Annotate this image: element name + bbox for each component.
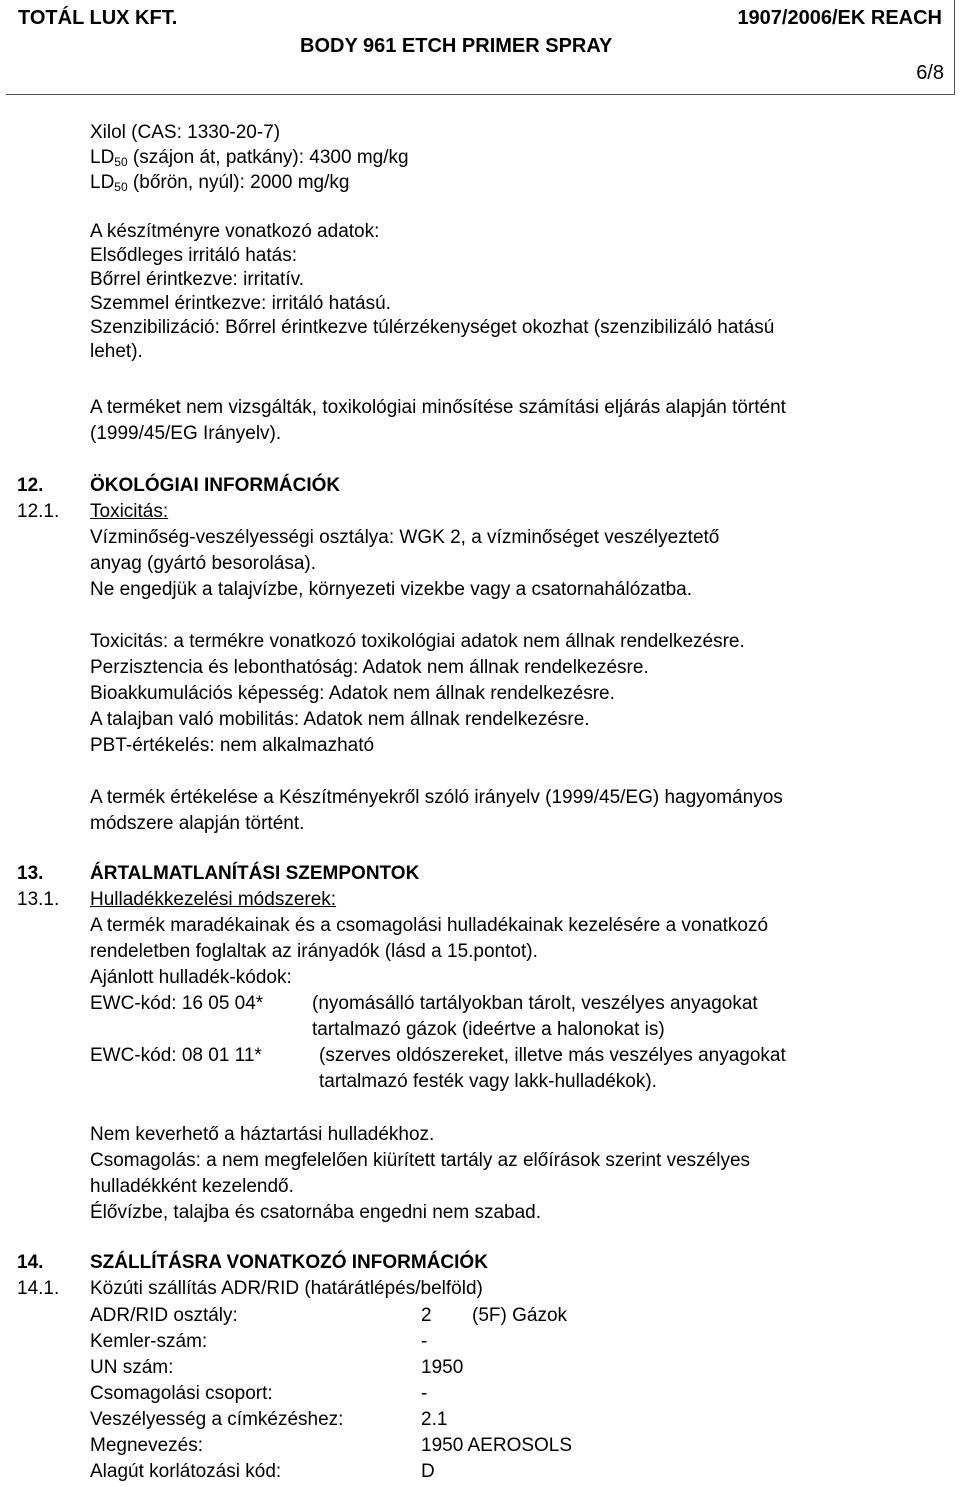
section-14-number: 14. <box>17 1252 44 1273</box>
transport-label: UN szám: <box>90 1357 174 1378</box>
transport-label: Csomagolási csoport: <box>90 1383 273 1404</box>
wgk-1: Vízminőség-veszélyességi osztálya: WGK 2, a vízminőséget veszélyeztető <box>90 527 720 548</box>
transport-label: Kemler-szám: <box>90 1331 208 1352</box>
transport-value: 2 <box>421 1305 432 1326</box>
classification-note-1: A terméket nem vizsgálták, toxikológiai minősítése számítási eljárás alapján történt <box>90 397 786 418</box>
transport-label: Alagút korlátozási kód: <box>90 1461 282 1482</box>
sensitisation-1: Szenzibilizáció: Bőrrel érintkezve túlérzékenységet okozhat (szenzibilizáló hatású <box>90 317 775 338</box>
no-release: Ne engedjük a talajvízbe, környezeti vizekbe vagy a csatornahálózatba. <box>90 579 693 600</box>
ewc-desc-1a: (nyomásálló tartályokban tárolt, veszélyes anyagokat <box>312 993 758 1014</box>
transport-value: 1950 AEROSOLS <box>421 1435 573 1456</box>
ewc-desc-2a: (szerves oldószereket, illetve más veszélyes anyagokat <box>319 1045 786 1066</box>
product-name: BODY 961 ETCH PRIMER SPRAY <box>300 35 613 57</box>
evaluation-1: A termék értékelése a Készítményekről szóló irányelv (1999/45/EG) hagyományos <box>90 787 783 808</box>
packaging-2: hulladékként kezelendő. <box>90 1176 294 1197</box>
no-household-mix: Nem keverhető a háztartási hulladékhoz. <box>90 1124 435 1145</box>
sensitisation-2: lehet). <box>90 341 143 362</box>
ewc-code-1: EWC-kód: 16 05 04* <box>90 993 264 1014</box>
section-12-1-number: 12.1. <box>17 501 60 522</box>
ewc-desc-1b: tartalmazó gázok (ideértve a halonokat is) <box>312 1019 665 1040</box>
transport-value: - <box>421 1331 428 1352</box>
transport-label: ADR/RID osztály: <box>90 1305 238 1326</box>
mobility-line: A talajban való mobilitás: Adatok nem állnak rendelkezésre. <box>90 709 590 730</box>
section-14-1-title: Közúti szállítás ADR/RID (határátlépés/belföld) <box>90 1278 483 1299</box>
ewc-code-2: EWC-kód: 08 01 11* <box>90 1045 262 1066</box>
section-13-1-number: 13.1. <box>17 889 60 910</box>
section-14-1-number: 14.1. <box>17 1278 60 1299</box>
page-header <box>6 0 955 95</box>
section-13-number: 13. <box>17 863 44 884</box>
pbt-line: PBT-értékelés: nem alkalmazható <box>90 735 375 756</box>
transport-extra: (5F) Gázok <box>472 1305 568 1326</box>
eye-contact: Szemmel érintkezve: irritáló hatású. <box>90 293 391 314</box>
preparation-title: A készítményre vonatkozó adatok: <box>90 221 380 242</box>
toxicity-line: Toxicitás: a termékre vonatkozó toxikológiai adatok nem állnak rendelkezésre. <box>90 631 745 652</box>
section-13-1-title: Hulladékkezelési módszerek: <box>90 889 337 910</box>
classification-note-2: (1999/45/EG Irányelv). <box>90 423 282 444</box>
section-12-title: ÖKOLÓGIAI INFORMÁCIÓK <box>90 475 341 496</box>
regulation-ref: 1907/2006/EK REACH <box>737 7 942 29</box>
wgk-2: anyag (gyártó besorolása). <box>90 553 317 574</box>
transport-value: 2.1 <box>421 1409 448 1430</box>
transport-label: Veszélyesség a címkézéshez: <box>90 1409 344 1430</box>
ld50-dermal: $LD_{50}$ (bőrön, nyúl): 2000 mg/kg <box>90 172 350 194</box>
disposal-para-1: A termék maradékainak és a csomagolási hulladékainak kezelésére a vonatkozó <box>90 915 769 936</box>
section-13-title: ÁRTALMATLANÍTÁSI SZEMPONTOK <box>90 863 420 884</box>
primary-irritation: Elsődleges irritáló hatás: <box>90 245 297 266</box>
skin-contact: Bőrrel érintkezve: irritatív. <box>90 269 304 290</box>
section-12-1-title: Toxicitás: <box>90 501 169 522</box>
evaluation-2: módszere alapján történt. <box>90 813 305 834</box>
page-number: 6/8 <box>916 62 944 84</box>
company-name: TOTÁL LUX KFT. <box>18 7 178 29</box>
waste-codes-title: Ajánlott hulladék-kódok: <box>90 967 292 988</box>
section-14-title: SZÁLLÍTÁSRA VONATKOZÓ INFORMÁCIÓK <box>90 1252 488 1273</box>
transport-value: 1950 <box>421 1357 464 1378</box>
transport-value: D <box>421 1461 435 1482</box>
transport-label: Megnevezés: <box>90 1435 204 1456</box>
persistence-line: Perzisztencia és lebonthatóság: Adatok nem állnak rendelkezésre. <box>90 657 649 678</box>
ld50-oral: $LD_{50}$ (szájon át, patkány): 4300 mg/kg <box>90 147 409 169</box>
transport-value: - <box>421 1383 428 1404</box>
xylene-line: Xilol (CAS: 1330-20-7) <box>90 122 281 143</box>
packaging-1: Csomagolás: a nem megfelelően kiürített tartály az előírások szerint veszélyes <box>90 1150 751 1171</box>
section-12-number: 12. <box>17 475 44 496</box>
ewc-desc-2b: tartalmazó festék vagy lakk-hulladékok). <box>319 1071 657 1092</box>
water-warning: Élővízbe, talajba és csatornába engedni nem szabad. <box>90 1202 542 1223</box>
bioaccumulation-line: Bioakkumulációs képesség: Adatok nem állnak rendelkezésre. <box>90 683 615 704</box>
disposal-para-2: rendeletben foglaltak az irányadók (lásd a 15.pontot). <box>90 941 538 962</box>
